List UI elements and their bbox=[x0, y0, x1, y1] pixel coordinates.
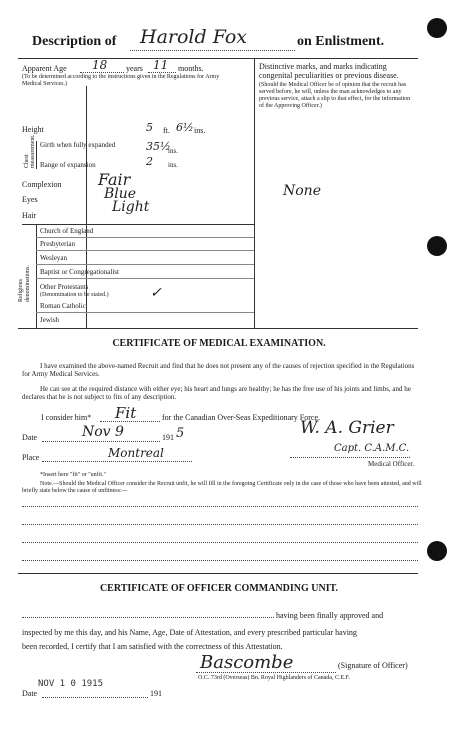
girth-value: 35½ bbox=[146, 140, 171, 153]
punch-hole-bottom bbox=[427, 541, 447, 561]
footnote-unfit: Note.—Should the Medical Officer consider the Recruit unfit, he will fill in the foregoing Certificate only in the case of those who have been attested, and will briefly state below the cause of unfitness:— bbox=[22, 481, 422, 494]
marks-value: None bbox=[283, 183, 321, 199]
religion-row-rule bbox=[36, 312, 254, 313]
religions-label: Religious denominations. bbox=[18, 265, 31, 302]
chest-bracket bbox=[36, 141, 37, 169]
consider-value: Fit bbox=[115, 404, 137, 422]
age-months-line bbox=[148, 72, 176, 73]
officer-line bbox=[290, 457, 410, 458]
place-label: Place bbox=[22, 453, 40, 462]
age-months-value: 11 bbox=[153, 58, 169, 72]
consider-suffix: for the Canadian Over-Seas Expeditionary Force. bbox=[162, 413, 321, 422]
hair-value: Light bbox=[112, 199, 150, 215]
page-title bbox=[32, 34, 116, 50]
age-years-line bbox=[80, 72, 124, 73]
unit-stamp: O.C. 73rd (Overseas) Bn. Royal Highlanders of Canada, C.E.F. bbox=[198, 675, 350, 681]
commanding-signature-line bbox=[196, 672, 336, 673]
table-top-border bbox=[18, 58, 418, 59]
religion-jewish: Jewish bbox=[40, 316, 60, 324]
medical-date-line bbox=[42, 441, 160, 442]
hair-label: Hair bbox=[22, 211, 37, 220]
place-value: Montreal bbox=[108, 446, 164, 460]
chest-label: Chest measurement. bbox=[24, 134, 36, 168]
expansion-unit: ins. bbox=[168, 161, 178, 169]
religion-roman-catholic: Roman Catholic bbox=[40, 302, 86, 310]
commanding-name-line bbox=[22, 617, 274, 618]
commanding-line-3: been recorded, I certify that I am satisfied with the correctness of this Attestation. bbox=[22, 642, 283, 651]
religion-checkmark: ✓ bbox=[150, 285, 162, 301]
religion-wesleyan: Wesleyan bbox=[40, 254, 68, 262]
medical-year-prefix: 191 bbox=[162, 433, 174, 442]
punch-hole-middle bbox=[427, 236, 447, 256]
cause-line-4 bbox=[22, 560, 418, 561]
medical-officer-label: Medical Officer. bbox=[368, 460, 415, 468]
age-years-value: 18 bbox=[92, 58, 108, 72]
commanding-year-prefix: 191 bbox=[150, 689, 162, 698]
age-note: (To be determined according to the instructions given in the Regulations for Army Medical Services.) bbox=[22, 74, 220, 87]
complexion-label: Complexion bbox=[22, 180, 62, 189]
eyes-value: Blue bbox=[104, 186, 137, 202]
religion-row-rule bbox=[36, 250, 254, 251]
commanding-line-1: having been finally approved and bbox=[276, 611, 384, 620]
medical-date-label: Date bbox=[22, 433, 38, 442]
column-divider bbox=[254, 58, 255, 328]
table-bottom-border bbox=[18, 328, 418, 329]
religion-presbyterian: Presbyterian bbox=[40, 240, 75, 248]
consider-label: I consider him* bbox=[41, 413, 92, 422]
height-ft-value: 5 bbox=[146, 121, 153, 134]
religion-church-of-england: Church of England bbox=[40, 227, 94, 235]
medical-paragraph-2: He can see at the required distance with either eye; his heart and lungs are healthy; he has the free use of his joints and limbs, and he declares that he is not subject to fits of any description. bbox=[22, 385, 411, 401]
commanding-officer-signature: Bascombe bbox=[200, 652, 294, 673]
commanding-date-stamp: NOV 1 0 1915 bbox=[38, 679, 104, 689]
punch-hole-top bbox=[427, 18, 447, 38]
religion-other-protestants: Other Protestants bbox=[40, 283, 89, 291]
months-label: months. bbox=[178, 64, 204, 73]
title-prefix: Description of bbox=[32, 34, 117, 49]
commanding-date-label: Date bbox=[22, 689, 38, 698]
religion-row-rule bbox=[36, 264, 254, 265]
height-in-label: ins. bbox=[194, 126, 206, 135]
medical-section-border bbox=[18, 573, 418, 574]
commanding-heading: CERTIFICATE OF OFFICER COMMANDING UNIT. bbox=[99, 583, 339, 594]
medical-officer-rank: Capt. C.A.M.C. bbox=[334, 443, 410, 454]
medical-heading: CERTIFICATE OF MEDICAL EXAMINATION. bbox=[112, 338, 326, 349]
expansion-label: Range of expansion bbox=[40, 161, 96, 169]
cause-line-2 bbox=[22, 524, 418, 525]
eyes-label: Eyes bbox=[22, 195, 38, 204]
religion-baptist: Baptist or Congregationalist bbox=[40, 268, 119, 276]
cause-line-3 bbox=[22, 542, 418, 543]
religion-box-top bbox=[22, 224, 254, 225]
religion-row-rule bbox=[36, 237, 254, 238]
girth-unit: ins. bbox=[168, 147, 178, 155]
signature-of-officer-label: (Signature of Officer) bbox=[338, 661, 408, 670]
height-label: Height bbox=[22, 125, 44, 134]
medical-officer-signature: W. A. Grier bbox=[300, 418, 394, 438]
apparent-age-label: Apparent Age bbox=[22, 64, 67, 73]
cause-line-1 bbox=[22, 506, 418, 507]
marks-note: (Should the Medical Officer be of opinion that the recruit has served before, he will, unless the man acknowledges to any previous service, attach a slip to that effect, for the information of the Approving Officer.) bbox=[259, 82, 411, 109]
marks-heading: Distinctive marks, and marks indicating congenital peculiarities or previous disease. bbox=[259, 62, 399, 80]
footnote-fit: *Insert here "fit" or "unfit." bbox=[40, 472, 106, 478]
commanding-line-2: inspected by me this day, and his Name, Age, Date of Attestation, and every prescribed particular having bbox=[22, 628, 357, 637]
complexion-value: Fair bbox=[98, 170, 131, 189]
height-ft-label: ft. bbox=[163, 126, 170, 135]
commanding-date-line bbox=[42, 697, 148, 698]
height-in-value: 6½ bbox=[176, 121, 194, 134]
recruit-name: Harold Fox bbox=[140, 26, 247, 48]
medical-date-value: Nov 9 bbox=[82, 424, 124, 440]
place-line bbox=[42, 461, 192, 462]
other-protestants-note: (Denomination to be stated.) bbox=[40, 292, 109, 298]
name-underline bbox=[130, 50, 295, 51]
medical-year-value: 5 bbox=[176, 426, 185, 441]
expansion-value: 2 bbox=[146, 155, 153, 168]
title-suffix: on Enlistment. bbox=[297, 34, 385, 49]
girth-label: Girth when fully expanded bbox=[40, 141, 116, 149]
religion-row-rule bbox=[36, 278, 254, 279]
years-label: years bbox=[126, 64, 143, 73]
medical-paragraph-1: I have examined the above-named Recruit and find that he does not present any of the causes of rejection specified in the Regulations for Army Medical Services. bbox=[22, 362, 415, 378]
